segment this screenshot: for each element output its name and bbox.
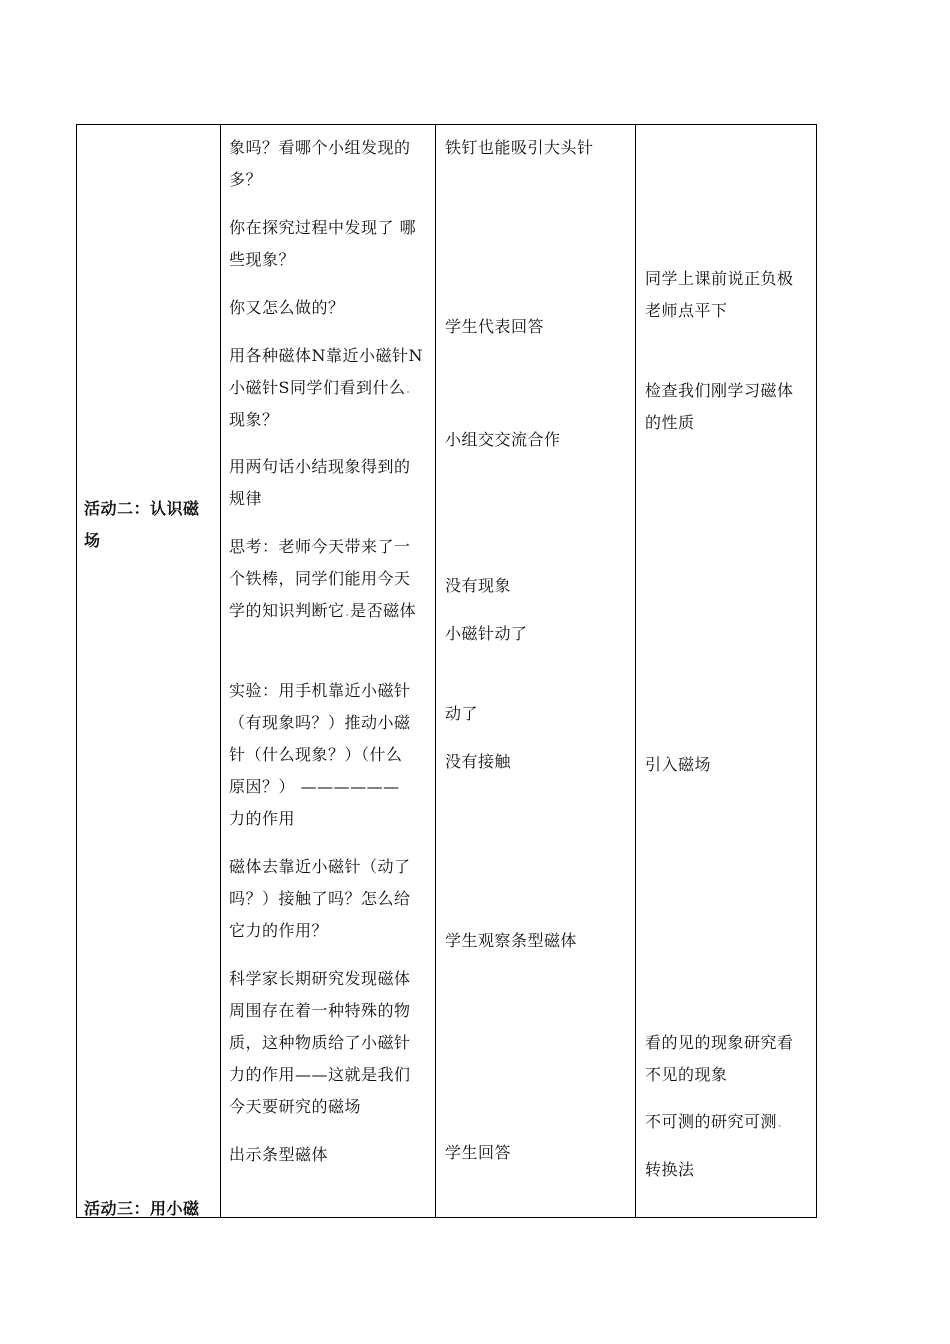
teacher-text: 象吗？看哪个小组发现的 (229, 138, 411, 157)
student-text: 小组交交流合作 (445, 430, 561, 449)
teacher-text: 周围存在着一种特殊的物 (229, 1001, 411, 1020)
teacher-text: 多？ (229, 170, 263, 189)
teacher-text: 实验：用手机靠近小磁针 (229, 681, 411, 700)
teacher-text: 科学家长期研究发现磁体 (229, 969, 411, 988)
student-text: 小磁针动了 (445, 624, 528, 643)
student-text: 没有接触 (445, 752, 512, 771)
column-divider (435, 124, 436, 1218)
teacher-text: 现象？ (229, 410, 279, 429)
teacher-text: 些现象？ (229, 250, 296, 269)
teacher-text: 思考：老师今天带来了一 (229, 537, 411, 556)
student-text: 学生代表回答 (445, 317, 545, 336)
student-text: 学生观察条型磁体 (445, 931, 578, 950)
activity-title: 场 (84, 531, 101, 550)
student-text: 没有现象 (445, 576, 512, 595)
student-text: 学生回答 (445, 1143, 512, 1162)
teacher-text: 你又怎么做的？ (229, 298, 345, 317)
intent-text: 检查我们刚学习磁体 (645, 381, 794, 400)
teacher-text: 原因？） —————— (229, 777, 400, 796)
intent-text: 转换法 (645, 1160, 695, 1179)
column-divider (220, 124, 221, 1218)
teacher-text: 吗？）接触了吗？怎么给 (229, 889, 411, 908)
intent-text: 同学上课前说正负极 (645, 269, 794, 288)
intent-text: 的性质 (645, 413, 695, 432)
teacher-text: 用两句话小结现象得到的 (229, 457, 411, 476)
student-text: 铁钉也能吸引大头针 (445, 138, 594, 157)
teacher-text: 力的作用——这就是我们 (229, 1065, 411, 1084)
teacher-text: 出示条型磁体 (229, 1145, 329, 1164)
intent-text: 不见的现象 (645, 1065, 728, 1084)
teacher-text: 规律 (229, 489, 263, 508)
intent-text: 老师点平下 (645, 301, 728, 320)
teacher-text: （有现象吗？）推动小磁 (229, 713, 411, 732)
teacher-text: 针（什么现象？）（什么 (229, 745, 403, 764)
teacher-text: 磁体去靠近小磁针（动了 (229, 857, 411, 876)
teacher-text: 学的知识判断它.是否磁体 (229, 601, 417, 620)
activity-title: 活动二：认识磁 (84, 499, 200, 518)
teacher-text: 今天要研究的磁场 (229, 1097, 362, 1116)
activity-title: 活动三：用小磁 (84, 1199, 200, 1218)
student-text: 动了 (445, 704, 479, 723)
intent-text: 看的见的现象研究看 (645, 1033, 794, 1052)
intent-text: 引入磁场 (645, 755, 712, 774)
teacher-text: 它力的作用？ (229, 921, 329, 940)
teacher-text: 个铁棒，同学们能用今天 (229, 569, 411, 588)
teacher-text: 力的作用 (229, 809, 296, 828)
teacher-text: 用各种磁体N靠近小磁针N (229, 346, 424, 365)
teacher-text: 你在探究过程中发现了 哪 (229, 218, 417, 237)
teacher-text: 质，这种物质给了小磁针 (229, 1033, 411, 1052)
intent-text: 不可测的研究可测. (645, 1112, 783, 1131)
column-divider (635, 124, 636, 1218)
teacher-text: 小磁针S同学们看到什么. (229, 378, 412, 397)
